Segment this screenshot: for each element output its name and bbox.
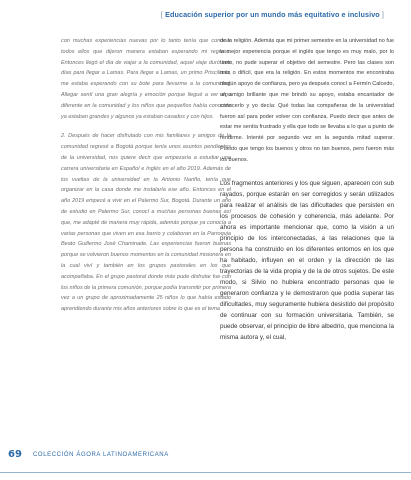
header-bracket-open: [ bbox=[160, 10, 163, 19]
right-column bbox=[220, 36, 394, 343]
series-name: COLECCIÓN ÁGORA LATINOAMERICANA bbox=[33, 452, 169, 458]
left-paragraph-2: 2. Después de hacer disfrutado con mis familiares y amigos de la comunidad regresé a Bogotá porque tenía unos asuntos pendientes de la universidad, nos quiere decir que empezaría a estudiar una carrera universitaria en Español e Inglés en el año 2019. Además de los vueltas de la universidad en la Antonio Nariño, tenía que organizar en la casa donde me instalaría ese año. Entonces en el año 2019 empecé a vivir en el Palermo Sur, Bogotá. Durante un año de estudio en Palermo Sur, conocí a muchas personas buenas así que, me adapté de manera muy rápida, además porque ya conocía a varias personas que viven en esa barrio y colaboran en la Parroquia Beato Guillermo José Chaminade. Las experiencias fueron buenas porque se volvieron buenos momentos en la comunidad misionera en la cual viví y también en los grupos pastorales en los que acompañaba. En el grupo pastoral donde más pude disfrutar fue con los niños de la primera comunión, porque podía transmitir por primera vez a un grupo de aproximadamente 25 niños lo que había estado aprendiendo durante mis años anteriores sobre lo que es el tema bbox=[61, 133, 231, 313]
left-paragraph-1: con muchas experiencias nuevas por lo tanto tenía que conocer todos ellos que dijeron manera estaban esperando mi regreso. Entonces llegó el día de viajar a la comunidad, aquel viaje duró tres días para llegar a Lamas. Para llegar a Lamas, un primo Prisciliano, me estaba esperando con su bote para llevarme a la comunidad. Allegar sentí una gran alegría y emoción porque llegué a ver algo diferente en la comunidad y los niños que pequeños había conocido ya estaban grandes y algunos ya estaban casados y con hijos. bbox=[61, 38, 231, 120]
footer-rule bbox=[0, 472, 411, 473]
left-column bbox=[61, 36, 231, 315]
header-bracket-close: ] bbox=[381, 10, 384, 19]
header-title: Educación superior por un mundo más equitativo e inclusivo bbox=[165, 10, 380, 19]
right-paragraph-1: de la religión. Además que mi primer semestre en la universidad no fue la mejor experiencia porque el inglés que tengo es muy malo, por lo tanto, no pude superar el objetivo del semestre. Pero las clases son más o difícil, que era la religión. En estos momentos me encontraba ningún apoyo de confianza, pero ya después conocí a Fermín Calcedo, un amigo brillante que me brindó su apoyo, estaba encantador de conocerlo y yo decía: Qué todas las compañeras de la universidad fueron así para poder volver con confianza. Puedo decir que antes de estar me sentía frustrado y ella que todo se llevaba a lo que a punto de rendirme. Intenté por segundo vez en la segunda mitad superar. Puesto que tengo los buenos y otros no tan buenos, pero fueron más los buenos. bbox=[220, 38, 394, 163]
page-number: 69 bbox=[8, 449, 22, 460]
right-paragraph-2: Los fragmentos anteriores y los que siguen, aparecen con sub rayados, porque estarán en ser corregidos y serán utilizados para realizar el análisis de las dificultades que persisten en los procesos de cohesión y coherencia, más adelante. Por ahora es importante mencionar que, como la visión a un principio de los interconectadas, a las relaciones que la persona ha construido en los diferentes entornos en los que ha habitado, influyen en el orden y la dirección de las trayectorias de la vida propia y de la de otros sujetos. De este modo, si Silvio no hubiera encontrado personas que le generaron confianza y le demostraron que podía superar las dificultades, muy seguramente hubiera desistido del propósito de continuar con su formación universitaria. También, se puede observar, el principio de libre albedrío, que menciona la misma autora y, el cual, bbox=[220, 179, 394, 341]
running-header bbox=[161, 10, 384, 19]
